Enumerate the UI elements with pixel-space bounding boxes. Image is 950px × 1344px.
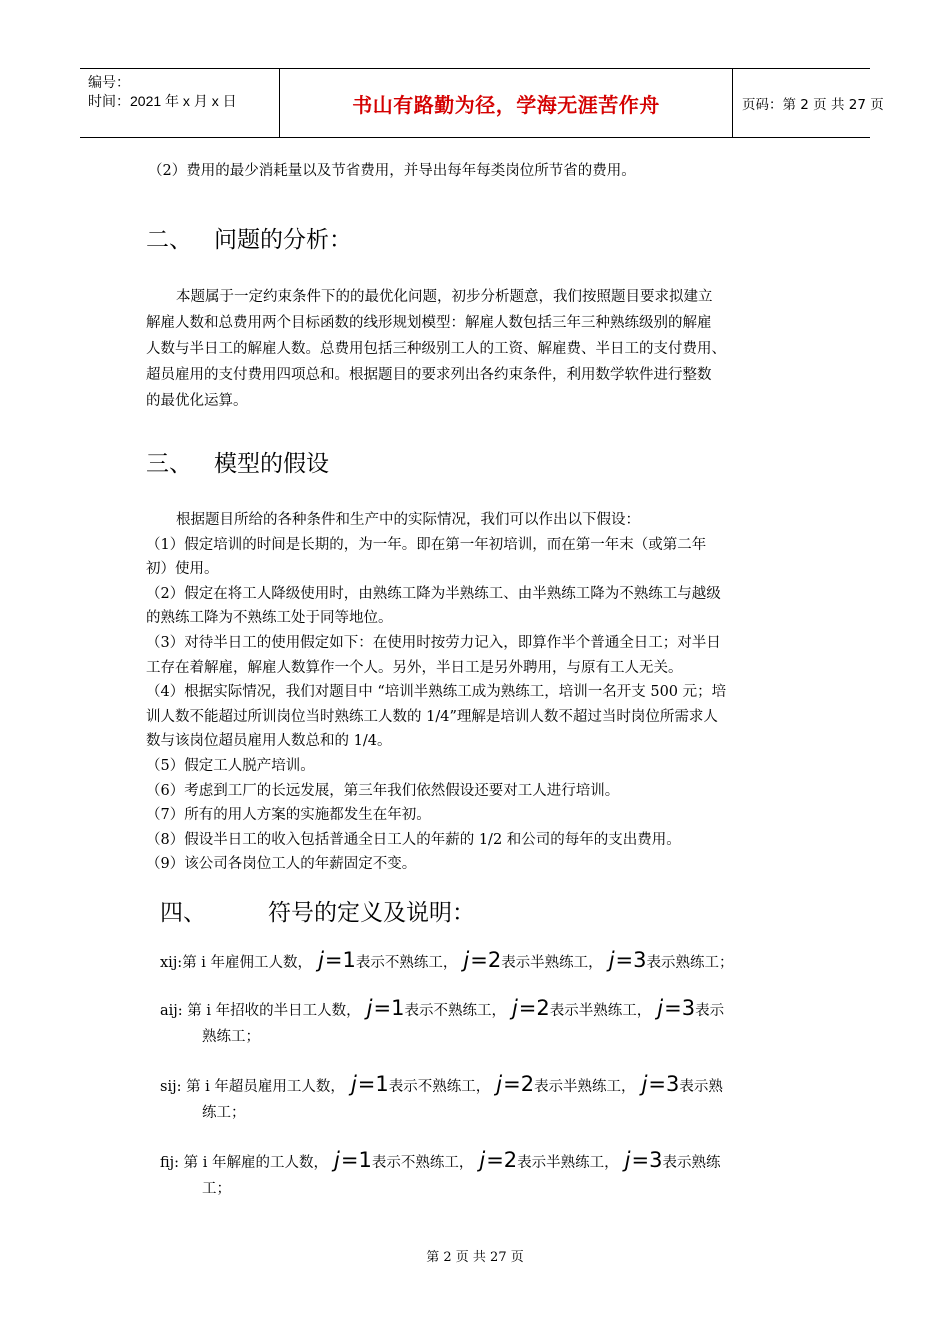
- def-text: 表示半熟练工，: [549, 1003, 652, 1019]
- def-prefix: aij: 第 i 年招收的半日工人数，: [160, 1003, 361, 1019]
- math-eq: =2: [486, 1148, 518, 1172]
- assumption-line: 的熟练工降为不熟练工处于同等地位。: [146, 610, 393, 627]
- assumption-line: 数与该岗位超员雇用人数总和的 1/4。: [146, 733, 392, 750]
- math-eq: =3: [648, 1072, 680, 1096]
- math-eq: =2: [518, 996, 550, 1020]
- section-3-assumptions: [146, 508, 826, 877]
- assumption-line: （1）假定培训的时间是长期的，为一年。即在第一年初培训，而在第一年末（或第二年: [146, 536, 707, 553]
- section-2-heading: [146, 221, 352, 254]
- para-line: 解雇人数和总费用两个目标函数的线形规划模型：解雇人数包括三年三种熟练级别的解雇: [146, 315, 712, 331]
- math-eq: =3: [615, 948, 647, 972]
- assumption-line: （3）对待半日工的使用假定如下：在使用时按劳力记入，即算作半个普通全日工；对半日: [146, 634, 721, 651]
- math-j: j: [366, 996, 373, 1020]
- section-2-number: 二、: [146, 227, 192, 253]
- math-j: j: [350, 1072, 357, 1096]
- header-time: 时间：2021 年 x 月 x 日: [88, 93, 237, 109]
- def-prefix: fij: 第 i 年解雇的工人数，: [160, 1155, 329, 1171]
- math-j: j: [479, 1148, 486, 1172]
- math-j: j: [511, 996, 518, 1020]
- math-j: j: [624, 1148, 631, 1172]
- math-j: j: [496, 1072, 503, 1096]
- assumption-line: （4）根据实际情况，我们对题目中 “培训半熟练工成为熟练工，培训一名开支 500 元；培: [146, 684, 727, 701]
- section-4-number: 四、: [160, 900, 206, 926]
- header-page-code: 页码：第 2 页 共 27 页: [742, 97, 884, 113]
- math-eq: =1: [340, 1148, 372, 1172]
- math-eq: =3: [664, 996, 696, 1020]
- definition-f: [160, 1138, 720, 1202]
- section-3-heading: [146, 445, 329, 478]
- page-footer: 第 2 页 共 27 页: [426, 1250, 524, 1265]
- def-text: 表示不熟练工，: [355, 955, 458, 971]
- def-text: 表示半熟练工，: [517, 1155, 619, 1171]
- assumption-line: （6）考虑到工厂的长远发展，第三年我们依然假设还要对工人进行培训。: [146, 782, 620, 799]
- math-j: j: [608, 948, 615, 972]
- def-continuation: 熟练工；: [202, 1028, 260, 1045]
- assumption-line: 训人数不能超过所训岗位当时熟练工人数的 1/4”理解是培训人数不超过当时岗位所需求人: [146, 708, 718, 725]
- assumption-line: （7）所有的用人方案的实施都发生在年初。: [146, 807, 431, 824]
- math-eq: =3: [631, 1148, 663, 1172]
- assumption-line: （8）假设半日工的收入包括普通全日工人的年薪的 1/2 和公司的每年的支出费用。: [146, 831, 681, 848]
- def-text: 表示: [695, 1003, 725, 1019]
- definition-s: [160, 1062, 723, 1126]
- assumption-line: （2）假定在将工人降级使用时，由熟练工降为半熟练工、由半熟练工降为不熟练工与越级: [146, 585, 721, 602]
- para-line: 人数与半日工的解雇人数。总费用包括三种级别工人的工资、解雇费、半日工的支付费用、: [146, 341, 726, 357]
- header-number: 编号：: [88, 74, 130, 90]
- def-text: 表示不熟练工，: [388, 1079, 491, 1095]
- section-3-number: 三、: [146, 451, 192, 477]
- def-text: 表示熟: [679, 1079, 723, 1095]
- assumption-line: （5）假定工人脱产培训。: [146, 757, 315, 774]
- assumption-line: 初）使用。: [146, 561, 219, 578]
- def-continuation: 工；: [202, 1180, 231, 1197]
- def-text: 表示半熟练工，: [534, 1079, 636, 1095]
- definition-a: [160, 986, 724, 1050]
- assumption-line: （9）该公司各岗位工人的年薪固定不变。: [146, 856, 417, 873]
- math-j: j: [318, 948, 324, 972]
- math-j: j: [334, 1148, 340, 1172]
- def-text: 表示不熟练工，: [371, 1155, 474, 1171]
- math-eq: =1: [324, 948, 356, 972]
- math-eq: =2: [470, 948, 502, 972]
- def-text: 表示熟练工；: [646, 955, 734, 971]
- section-4-heading: [160, 894, 475, 927]
- section-4-title: 符号的定义及说明：: [268, 900, 475, 926]
- assumption-line: 根据题目所给的各种条件和生产中的实际情况，我们可以作出以下假设：: [176, 512, 640, 528]
- intro-line: （2）费用的最少消耗量以及节省费用，并导出每年每类岗位所节省的费用。: [148, 163, 636, 179]
- definition-x: [160, 938, 734, 972]
- math-eq: =1: [357, 1072, 389, 1096]
- math-eq: =1: [373, 996, 405, 1020]
- math-j: j: [463, 948, 470, 972]
- math-j: j: [641, 1072, 648, 1096]
- para-line: 超员雇用的支付费用四项总和。根据题目的要求列出各约束条件，利用数学软件进行整数: [146, 367, 712, 383]
- def-prefix: xij:第 i 年雇佣工人数，: [160, 955, 313, 971]
- math-j: j: [657, 996, 664, 1020]
- para-line: 的最优化运算。: [146, 393, 248, 409]
- def-text: 表示熟练: [662, 1155, 721, 1171]
- def-continuation: 练工；: [202, 1104, 246, 1121]
- header-motto: 书山有路勤为径，学海无涯苦作舟: [280, 69, 733, 137]
- section-2-title: 问题的分析：: [214, 227, 352, 253]
- def-text: 表示不熟练工，: [404, 1003, 506, 1019]
- section-3-title: 模型的假设: [214, 451, 329, 477]
- header-meta-cell: [80, 69, 280, 137]
- def-prefix: sij: 第 i 年超员雇用工人数，: [160, 1079, 345, 1095]
- assumption-line: 工存在着解雇，解雇人数算作一个人。另外，半日工是另外聘用，与原有工人无关。: [146, 659, 683, 676]
- def-text: 表示半熟练工，: [501, 955, 603, 971]
- math-eq: =2: [503, 1072, 535, 1096]
- page-header: [80, 68, 884, 138]
- section-2-paragraph: [146, 284, 826, 414]
- para-line: 本题属于一定约束条件下的的最优化问题，初步分析题意，我们按照题目要求拟建立: [176, 289, 713, 305]
